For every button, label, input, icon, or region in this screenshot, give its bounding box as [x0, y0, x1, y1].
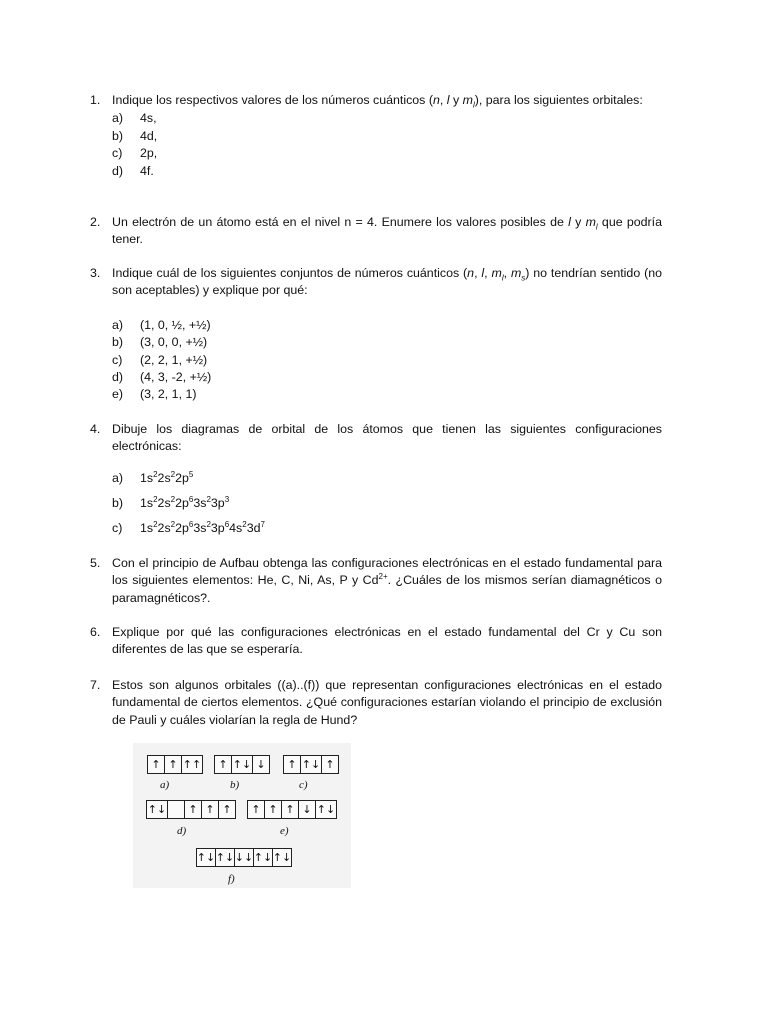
orbital-diagram-a: ↑ ↑ ↑↑ [147, 755, 203, 774]
diagram-label-f: f) [228, 873, 235, 885]
question-3 [90, 265, 663, 404]
question-5 [90, 555, 662, 607]
question-number: 4. [90, 422, 101, 436]
list-item: a) $1s^22s^22p^5$ [112, 469, 194, 485]
question-number: 7. [90, 678, 101, 692]
list-item: c) 2p, [112, 146, 158, 161]
orbital-diagram-f: ↑↓ ↑↓ ↓↓ ↑↓ ↑↓ [196, 848, 292, 867]
list-item: e) (3, 2, 1, 1) [112, 387, 197, 402]
question-number: 6. [90, 625, 101, 639]
list-item: b) 4d, [112, 128, 158, 143]
list-item: b) (3, 0, 0, +½) [112, 335, 208, 350]
list-item: d) 4f. [112, 163, 154, 178]
question-number: 3. [90, 266, 101, 280]
diagram-label-b: b) [230, 779, 240, 791]
question-text: Indique cuál de los siguientes conjuntos de números cuánticos (n, l, $m_l$, $m_s$) no tendrían sentido (no son aceptables) y explique por qué: [112, 266, 663, 298]
question-text: Explique por qué las configuraciones electrónicas en el estado fundamental del Cr y Cu son diferentes de las que se esperaría. [112, 625, 662, 657]
question-text: Un electrón de un átomo está en el nivel n = 4. Enumere los valores posibles de l y $m_l$ que podría tener. [112, 215, 662, 247]
question-text: Dibuje los diagramas de orbital de los átomos que tienen las siguientes configuraciones electrónicas: [112, 422, 662, 454]
question-number: 5. [90, 556, 101, 570]
orbital-diagram-e: ↑ ↑ ↑ ↓ ↑↓ [247, 800, 337, 819]
question-number: 1. [90, 93, 101, 107]
orbital-diagram-c: ↑ ↑↓ ↑ [283, 755, 339, 774]
list-item: c) (2, 2, 1, +½) [112, 352, 208, 367]
diagram-label-a: a) [160, 779, 170, 791]
question-4 [90, 421, 662, 545]
diagram-label-d: d) [177, 825, 187, 837]
diagram-label-c: c) [299, 779, 308, 791]
list-item: a) (1, 0, ½, +½) [112, 317, 211, 332]
list-item: c) $1s^22s^22p^63s^23p^64s^23d^7$ [112, 519, 265, 535]
question-text: Estos son algunos orbitales ((a)..(f)) que representan configuraciones electrónicas en el estado fundamental de ciertos elementos. ¿Qué configuraciones estarían violando el principio de exclusión de Pauli y cuáles violarían la regla de Hund? [112, 678, 662, 727]
question-7 [90, 677, 662, 729]
question-2 [90, 214, 662, 249]
list-item: b) $1s^22s^22p^63s^23p^3$ [112, 494, 230, 510]
question-6 [90, 624, 662, 659]
orbital-diagrams-figure [133, 743, 351, 888]
orbital-diagram-d: ↑↓ ↑ ↑ ↑ [146, 800, 236, 819]
diagram-label-e: e) [280, 825, 289, 837]
question-number: 2. [90, 215, 101, 229]
orbital-diagram-b: ↑ ↑↓ ↓ [214, 755, 270, 774]
question-text: Indique los respectivos valores de los números cuánticos (n, l y $m_l$), para los siguientes orbitales: [112, 93, 643, 110]
list-item: d) (4, 3, -2, +½) [112, 369, 212, 384]
question-1 [90, 92, 662, 180]
list-item: a) 4s, [112, 111, 157, 126]
question-text: Con el principio de Aufbau obtenga las configuraciones electrónicas en el estado fundamental para los siguientes elementos: He, C, Ni, As, P y $Cd^{2+}$. ¿Cuáles de los mismos serían diamagnéticos o paramagnéticos?. [112, 556, 662, 605]
